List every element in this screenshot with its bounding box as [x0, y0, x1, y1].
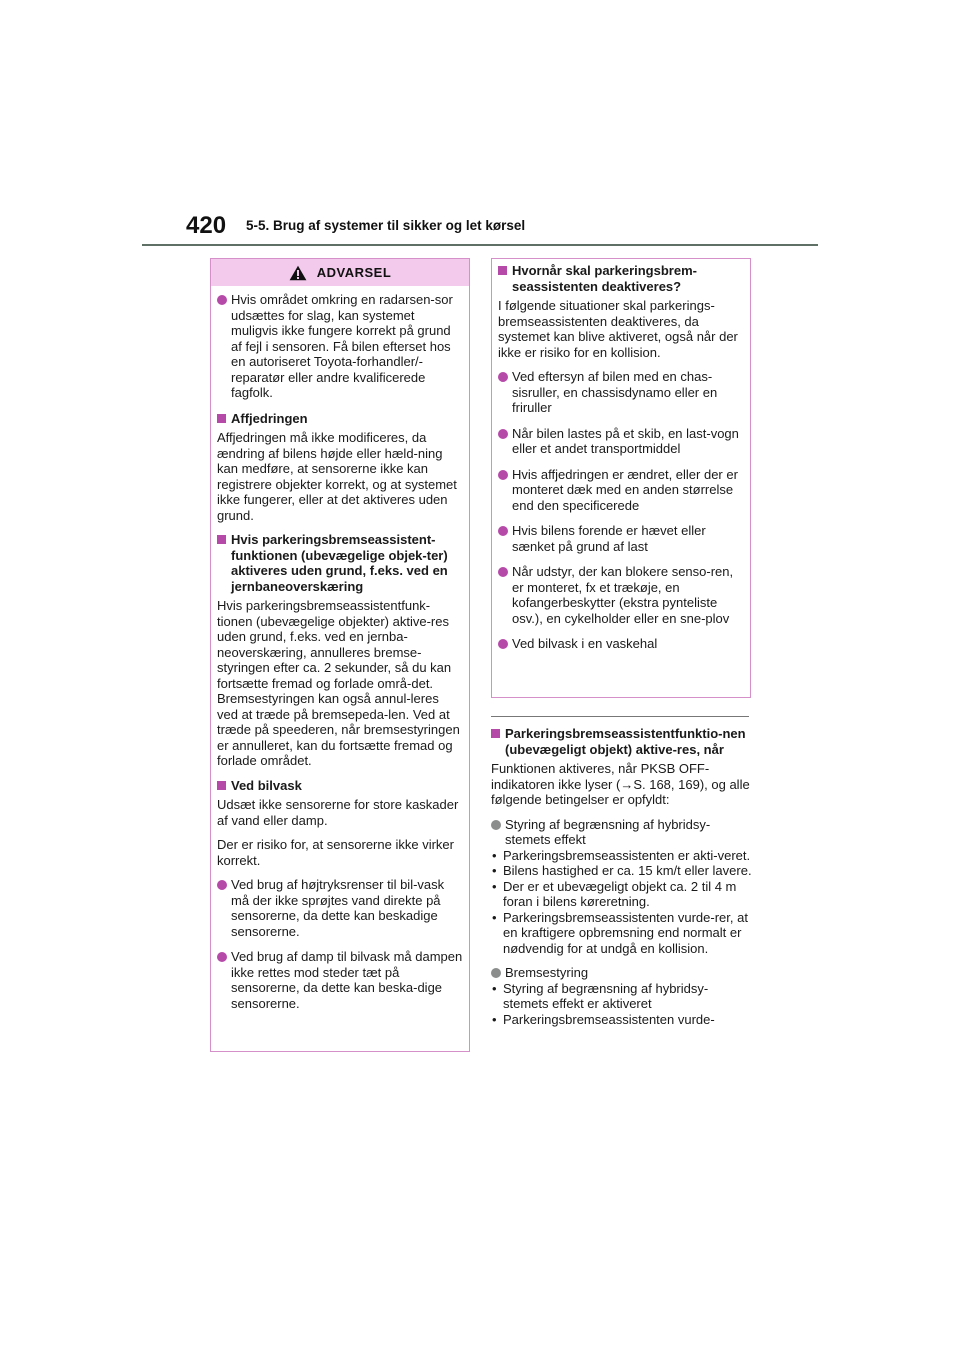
carwash-text-1: Udsæt ikke sensorerne for store kaskader af vand eller damp. [217, 797, 459, 828]
railway-text: Hvis parkeringsbremseassistentfunk-tionen (ubevægelige objekter) aktive-res uden grund, f.eks. ved en jernba-neoverskæring, annulleres bremse-styringen efter ca. 2 sekunder, så du kan fortsætte fremad og forlade områ-det. Bremsestyringen kan også annul-leres ved at træde på bremsepeda-len. Ved at træde på speederen, når bremsestyringen er annulleret, kan du fortsætte fremad og forlade området. [217, 598, 460, 768]
activation-group-title: Bremsestyring [491, 965, 753, 981]
warning-title: ADVARSEL [316, 265, 392, 280]
deactivate-bullet: Hvis bilens forende er hævet eller sænket på grund af last [498, 523, 744, 554]
activation-group-list [491, 848, 753, 957]
deactivate-bullet: Hvis affjedringen er ændret, eller der er monteret dæk med en anden størrelse end den specificerede [498, 467, 744, 514]
list-item: • Parkeringsbremseassistenten vurde-rer, at en kraftigere opbremsning end normalt er nødvendig for at undgå en kollision. [491, 910, 753, 957]
carwash-bullet: Ved brug af damp til bilvask må dampen ikke rettes mod steder tæt på sensorerne, da dette kan beska-dige sensorerne. [217, 949, 463, 1011]
activation-group-list [491, 981, 753, 1028]
deactivate-bullet: Ved eftersyn af bilen med en chas-sisruller, en chassisdynamo eller en friruller [498, 369, 744, 416]
suspension-heading: Affjedringen [217, 411, 463, 427]
carwash-text-2: Der er risiko for, at sensorerne ikke virker korrekt. [217, 837, 454, 868]
warning-triangle-icon [289, 265, 307, 281]
activation-group-title: Styring af begrænsning af hybridsy-stemets effekt [491, 817, 753, 848]
deactivate-bullet: Ved bilvask i en vaskehal [498, 636, 744, 652]
page-number: 420 [186, 212, 227, 239]
list-item: • Styring af begrænsning af hybridsy-stemets effekt er aktiveret [491, 981, 753, 1012]
railway-heading: Hvis parkeringsbremseassistent-funktionen (ubevægelige objek-ter) aktiveres uden grund, f.eks. ved en jernbaneoverskæring [217, 532, 463, 594]
suspension-text: Affjedringen må ikke modificeres, da ændring af bilens højde eller hæld-ning kan medføre, at sensorerne ikke kan registrere objekter korrekt, og at systemet ikke fungerer, eller at det aktiveres uden grund. [217, 430, 457, 523]
header-rule [142, 244, 818, 246]
deactivate-heading: Hvornår skal parkeringsbrem-seassistenten deaktiveres? [498, 263, 744, 294]
warning-panel-header [211, 259, 469, 286]
list-item: • Parkeringsbremseassistenten vurde- [491, 1012, 753, 1028]
activation-intro: Funktionen aktiveres, når PKSB OFF-indikatoren ikke lyser (→S. 168, 169), og alle følgende betingelser er opfyldt: [491, 761, 750, 807]
activation-heading: Parkeringsbremseassistentfunktio-nen (ubevægeligt objekt) aktive-res, når [491, 726, 753, 757]
deactivate-bullet: Når udstyr, der kan blokere senso-ren, er monteret, fx et trækøje, en kofangerbeskytter (ekstra pynteliste osv.), en cykelholder eller en sne-plov [498, 564, 744, 626]
activation-section [491, 726, 753, 1036]
carwash-heading: Ved bilvask [217, 778, 463, 794]
deactivate-bullet: Når bilen lastes på et skib, en last-vogn eller et andet transportmiddel [498, 426, 744, 457]
list-item: • Parkeringsbremseassistenten er akti-veret. [491, 848, 753, 864]
warning-panel-left [210, 258, 470, 1052]
section-divider [491, 716, 749, 717]
list-item: • Der er et ubevægeligt objekt ca. 2 til 4 m foran i bilens køreretning. [491, 879, 753, 910]
warning-sensor-bullet: Hvis området omkring en radarsen-sor udsættes for slag, kan systemet muligvis ikke fungere korrekt på grund af fejl i sensoren. Få bilen efterset hos en autoriseret Toyota-forhandler/-reparatør eller andre kvalificerede fagfolk. [217, 292, 463, 401]
section-title: 5-5. Brug af systemer til sikker og let kørsel [246, 218, 526, 233]
warning-panel-right [491, 258, 751, 698]
list-item: • Bilens hastighed er ca. 15 km/t eller lavere. [491, 863, 753, 879]
deactivate-text: I følgende situationer skal parkerings-bremseassistenten deaktiveres, da systemet kan blive aktiveret, også når der ikke er risiko for en kollision. [498, 298, 738, 360]
carwash-bullet: Ved brug af højtryksrenser til bil-vask må der ikke sprøjtes vand direkte på sensorerne, da dette kan beskadige sensorerne. [217, 877, 463, 939]
